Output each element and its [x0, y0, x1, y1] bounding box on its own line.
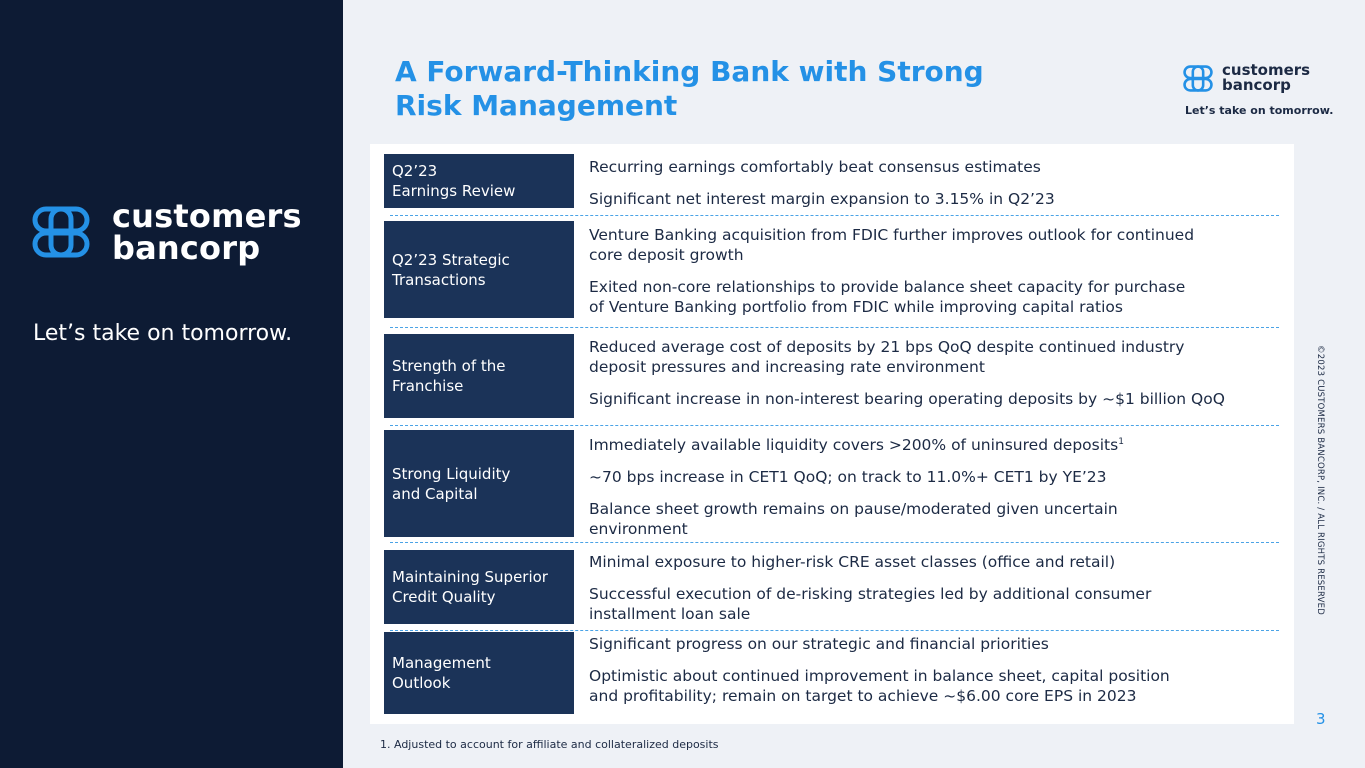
row-divider [390, 630, 1279, 631]
page-number: 3 [1316, 710, 1326, 728]
row-divider [390, 215, 1279, 216]
sidebar-logo [32, 197, 302, 267]
row-bullet: Exited non-core relationships to provide balance sheet capacity for purchase of Venture Banking portfolio from FDIC while improving capital ratios [589, 278, 1186, 316]
row-items [589, 552, 1279, 624]
linked-capsule-logo-icon [1183, 65, 1213, 92]
row-bullet: ~70 bps increase in CET1 QoQ; on track to 11.0%+ CET1 by YE’23 [589, 468, 1107, 487]
row-bullet: Venture Banking acquisition from FDIC further improves outlook for continued core deposit growth [589, 226, 1195, 264]
slide-title-line1: A Forward-Thinking Bank with Strong [395, 55, 984, 88]
row-items [589, 432, 1279, 539]
row-divider [390, 542, 1279, 543]
linked-capsule-logo-icon [32, 206, 90, 258]
logo-word-bancorp: bancorp [112, 229, 261, 267]
row-items [589, 634, 1279, 706]
sidebar-logo-wordmark [112, 197, 302, 267]
row-bullet: Significant progress on our strategic and financial priorities [589, 635, 1049, 653]
row-label [384, 550, 574, 624]
row-bullet: Recurring earnings comfortably beat consensus estimates [589, 158, 1041, 176]
footnote: 1. Adjusted to account for affiliate and collateralized deposits [380, 738, 719, 751]
row-divider [390, 327, 1279, 328]
logo-word-customers: customers [112, 197, 302, 235]
slide-title [395, 55, 995, 123]
slide-title-line2: Risk Management [395, 89, 678, 122]
row-label [384, 430, 574, 537]
row-bullet: Significant net interest margin expansion to 3.15% in Q2’23 [589, 190, 1055, 208]
copyright-text: ©2023 CUSTOMERS BANCORP, INC. / ALL RIGHTS RESERVED [1315, 345, 1325, 615]
row-label [384, 632, 574, 714]
row-label-text: Management Outlook [392, 654, 491, 692]
row-bullet: Significant increase in non-interest bearing operating deposits by ~$1 billion QoQ [589, 390, 1225, 408]
highlights-card [370, 144, 1294, 724]
row-bullet-text: Immediately available liquidity covers >200% of uninsured deposits [589, 436, 1119, 455]
row-label-text: Maintaining Superior Credit Quality [392, 568, 548, 606]
footnote-ref: 1 [1118, 437, 1124, 447]
header-logo-word-customers: customers [1222, 61, 1311, 79]
row-items [589, 225, 1279, 317]
row-label [384, 154, 574, 208]
brand-sidebar [0, 0, 343, 768]
row-divider [390, 425, 1279, 426]
row-label [384, 334, 574, 418]
row-label-text: Strength of the Franchise [392, 357, 506, 395]
sidebar-tagline: Let’s take on tomorrow. [33, 321, 293, 346]
row-bullet: Reduced average cost of deposits by 21 bps QoQ despite continued industry deposit pressures and increasing rate environment [589, 338, 1185, 376]
row-label [384, 221, 574, 318]
row-bullet: Optimistic about continued improvement in balance sheet, capital position and profitability; remain on target to achieve ~$6.00 core EPS in 2023 [589, 667, 1170, 705]
row-bullet: Successful execution of de-risking strategies led by additional consumer installment loan sale [589, 585, 1152, 623]
header-logo [1183, 63, 1310, 93]
row-bullet: Balance sheet growth remains on pause/moderated given uncertain environment [589, 500, 1118, 539]
row-bullet [589, 432, 1279, 455]
header-tagline: Let’s take on tomorrow. [1185, 104, 1334, 117]
row-items [589, 337, 1279, 409]
row-items [589, 157, 1279, 209]
row-label-text: Q2’23 Strategic Transactions [392, 250, 510, 289]
row-label-text: Q2’23 Earnings Review [392, 162, 516, 200]
header-logo-wordmark [1222, 63, 1310, 93]
header-logo-word-bancorp: bancorp [1222, 76, 1291, 94]
row-label-text: Strong Liquidity and Capital [392, 464, 511, 503]
row-bullet: Minimal exposure to higher-risk CRE asset classes (office and retail) [589, 553, 1116, 571]
